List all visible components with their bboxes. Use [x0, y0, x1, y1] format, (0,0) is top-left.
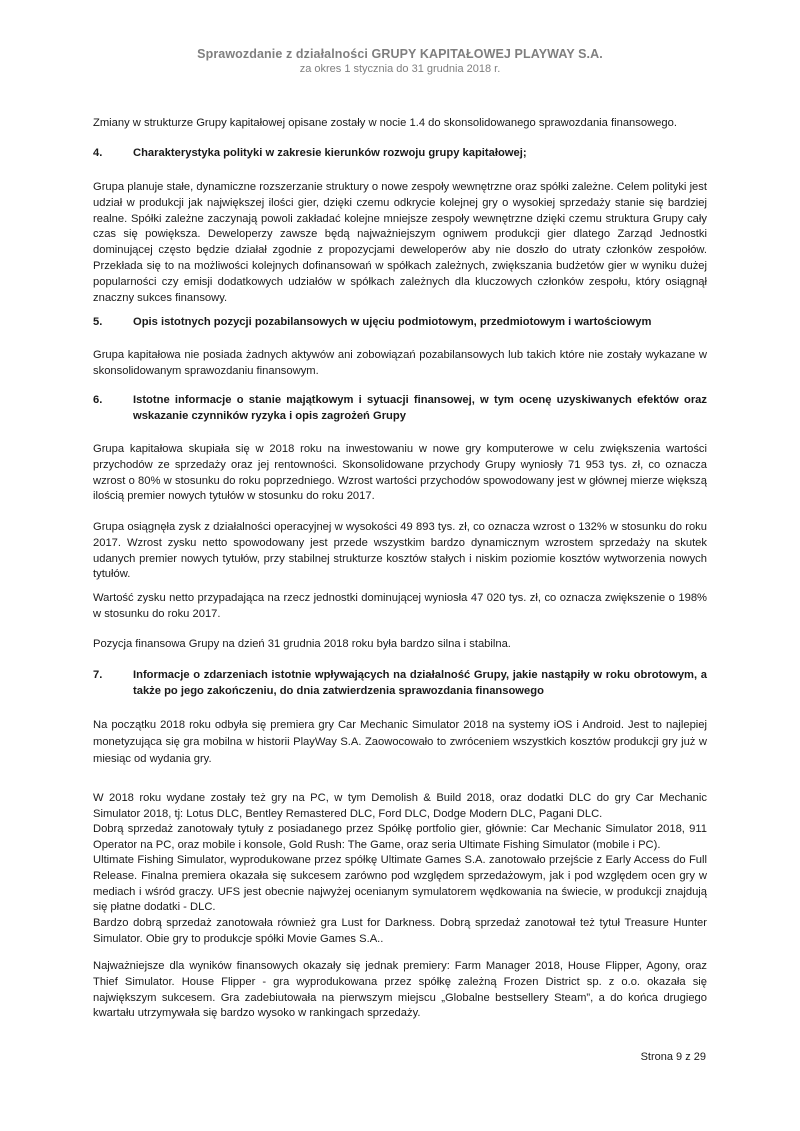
section-title: Istotne informacje o stanie majątkowym i sytuacji finansowej, w tym ocenę uzyskiwanych efektów oraz wskazanie czynników ryzyka i opis zagrożeń Grupy: [133, 394, 707, 422]
section-7-paragraph-2: W 2018 roku wydane zostały też gry na PC, w tym Demolish & Build 2018, oraz dodatki DLC do gry Car Mechanic Simulator 2018, tj: Lotus DLC, Bentley Remastered DLC, Ford DLC, Dodge Modern DLC, Pagani DLC.: [93, 792, 707, 820]
section-6-paragraph-4: Pozycja finansowa Grupy na dzień 31 grudnia 2018 roku była bardzo silna i stabilna.: [93, 638, 511, 650]
section-number: 4.: [93, 147, 103, 159]
section-title: Charakterystyka polityki w zakresie kierunków rozwoju grupy kapitałowej;: [133, 147, 527, 159]
section-4-paragraph-1: Grupa planuje stałe, dynamiczne rozszerzanie struktury o nowe zespoły wewnętrzne oraz spółki zależne. Celem polityki jest udział w produkcji jak największej ilości gier, dzięki czemu odkrycie kolejnej gry o wysokiej sprzedaży stanie się bardziej realne. Spółki zależne zaczynają powoli zakładać kolejne mniejsze zespoły wewnętrzne dzięki czemu struktura Grupy cały czas się powiększa. Deweloperzy zawsze będą najważniejszym ogniwem produkcji gier dlatego Zarząd Jednostki dominującej często będzie działał zgodnie z propozycjami deweloperów aby nie doszło do utraty członków zespołów. Przekłada się to na możliwości kolejnych dofinansowań w spółkach zależnych, zwiększania budżetów gier w wyniku dużej popularności czy emisji dodatkowych udziałów w spółkach zależnych dla kluczowych członków zespołu, który osiągnął znaczny sukces finansowy.: [93, 181, 707, 304]
page-header: [0, 47, 800, 75]
header-title: Sprawozdanie z działalności GRUPY KAPITAŁOWEJ PLAYWAY S.A.: [197, 47, 603, 61]
section-title: Informacje o zdarzeniach istotnie wpływających na działalność Grupy, jakie nastąpiły w roku obrotowym, a także po jego zakończeniu, do dnia zatwierdzenia sprawozdania finansowego: [133, 669, 707, 697]
section-6-heading: [93, 392, 707, 424]
section-7-paragraph-1: Na początku 2018 roku odbyła się premiera gry Car Mechanic Simulator 2018 na systemy iOS i Android. Jest to najlepiej monetyzująca się gra mobilna w historii PlayWay S.A. Zaowocowało to zwróceniem wszystkich kosztów produkcji gry już w miesiąc od wydania gry.: [93, 719, 707, 765]
intro-paragraph: Zmiany w strukturze Grupy kapitałowej opisane zostały w nocie 1.4 do skonsolidowanego sprawozdania finansowego.: [93, 117, 677, 129]
section-5-heading: [93, 314, 707, 330]
section-number: 7.: [93, 669, 103, 681]
section-title: Opis istotnych pozycji pozabilansowych w ujęciu podmiotowym, przedmiotowym i wartościowym: [133, 316, 652, 328]
section-6-paragraph-1: Grupa kapitałowa skupiała się w 2018 roku na inwestowaniu w nowe gry komputerowe w celu zwiększenia wartości przychodów ze sprzedaży oraz jej rentowności. Skonsolidowane przychody Grupy wyniosły 71 953 tys. zł, co oznacza wzrost o 80% w stosunku do roku poprzedniego. Wzrost wartości przychodów spowodowany jest w głównej mierze większą ilością premier nowych tytułów w stosunku do roku 2017.: [93, 443, 707, 503]
section-5-paragraph-1: Grupa kapitałowa nie posiada żadnych aktywów ani zobowiązań pozabilansowych lub takich które nie zostały wykazane w skonsolidowanym sprawozdaniu finansowym.: [93, 349, 707, 377]
section-number: 5.: [93, 316, 103, 328]
page-number: Strona 9 z 29: [640, 1051, 706, 1063]
section-7-paragraph-4: Ultimate Fishing Simulator, wyprodukowane przez spółkę Ultimate Games S.A. zanotowało przejście z Early Access do Full Release. Finalna premiera okazała się sukcesem zarówno pod względem sprzedażowym, jak i pod względem ocen gry w mediach i wśród graczy. UFS jest obecnie najwyżej ocenianym symulatorem wędkowania na świecie, w produkcji znajdują się płatne dodatki - DLC.: [93, 854, 707, 914]
section-4-heading: [93, 145, 707, 161]
section-number: 6.: [93, 394, 103, 406]
section-6-paragraph-3: Wartość zysku netto przypadająca na rzecz jednostki dominującej wyniosła 47 020 tys. zł, co oznacza zwiększenie o 198% w stosunku do roku 2017.: [93, 592, 707, 620]
section-7-heading: [93, 667, 707, 699]
section-7-paragraph-6: Najważniejsze dla wyników finansowych okazały się jednak premiery: Farm Manager 2018, House Flipper, Agony, oraz Thief Simulator. House Flipper - gra wyprodukowana przez spółkę zależną Frozen District sp. z o.o. okazała się największym sukcesem. Gra zadebiutowała na pierwszym miejscu „Globalne bestsellery Steam”, a do końca drugiego kwartału utrzymywała się bardzo wysoko w rankingach sprzedaży.: [93, 960, 707, 1020]
section-7-paragraph-5: Bardzo dobrą sprzedaż zanotowała również gra Lust for Darkness. Dobrą sprzedaż zanotował też tytuł Treasure Hunter Simulator. Obie gry to produkcje spółki Movie Games S.A..: [93, 917, 707, 945]
section-6-paragraph-2: Grupa osiągnęła zysk z działalności operacyjnej w wysokości 49 893 tys. zł, co oznacza wzrost o 132% w stosunku do roku 2017. Wzrost zysku netto spowodowany jest przede wszystkim bardzo dynamicznym wzrostem sprzedaży na skutek udanych premier nowych tytułów, przy stabilnej strukturze kosztów stałych i niskim poziomie kosztów wytworzenia nowych tytułów.: [93, 521, 707, 581]
section-7-paragraph-3: Dobrą sprzedaż zanotowały tytuły z posiadanego przez Spółkę portfolio gier, głównie: Car Mechanic Simulator 2018, 911 Operator na PC, oraz mobile i konsole, Gold Rush: The Game, oraz seria Ultimate Fishing Simulator (mobile i PC).: [93, 823, 707, 851]
header-subtitle: za okres 1 stycznia do 31 grudnia 2018 r.: [299, 63, 501, 75]
